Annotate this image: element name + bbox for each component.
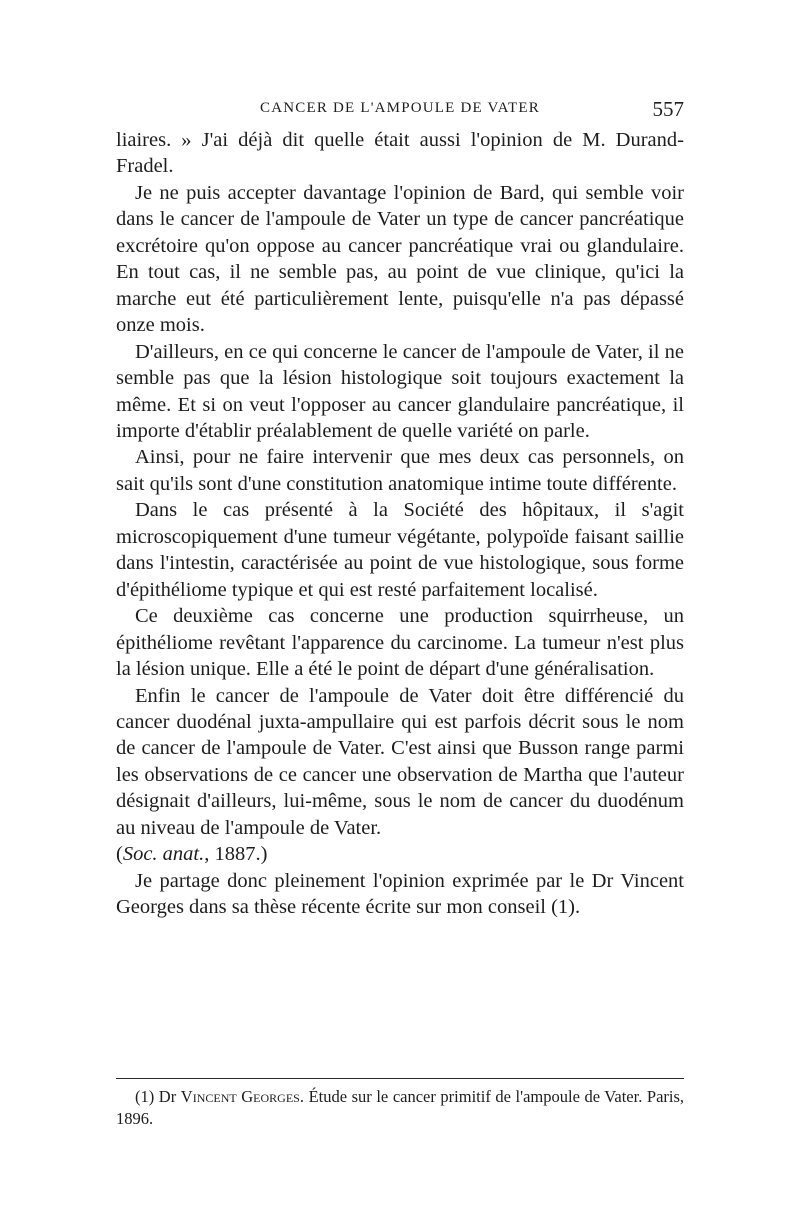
paragraph-2: Je ne puis accepter davantage l'opinion de Bard, qui semble voir dans le cancer de l'ampoule de Vater un type de cancer pancréatique excrétoire qu'on oppose au cancer pancréatique vrai ou glandulaire. En tout cas, il ne semble pas, au point de vue clinique, qu'ici la marche eut été particulièrement lente, puisqu'elle n'a pas dépassé onze mois. <box>116 181 684 337</box>
footnote-rule <box>116 1078 684 1079</box>
footnote-author: Vincent Georges. <box>180 1087 304 1106</box>
citation-rest: , 1887.) <box>204 843 268 866</box>
paragraph-3: D'ailleurs, en ce qui concerne le cancer de l'ampoule de Vater, il ne semble pas que la lésion histologique soit toujours exactement la même. Et si on veut l'opposer au cancer glandulaire pancréatique, il importe d'établir préalablement de quelle variété on parle. <box>116 340 684 442</box>
paragraph-5: Dans le cas présenté à la Société des hôpitaux, il s'agit microscopiquement d'une tumeur végétante, polypoïde faisant saillie dans l'intestin, caractérisée au point de vue histologique, sous forme d'épithéliome typique et qui est resté parfaitement localisé. <box>116 499 684 601</box>
paragraph-8: Je partage donc pleinement l'opinion exprimée par le Dr Vincent Georges dans sa thèse récente écrite sur mon conseil (1). <box>116 869 684 919</box>
page-number: 557 <box>652 97 684 121</box>
paragraph-4: Ainsi, pour ne faire intervenir que mes deux cas personnels, on sait qu'ils sont d'une constitution anatomique intime toute différente. <box>116 446 684 495</box>
page-header <box>116 97 684 123</box>
citation-journal: Soc. anat. <box>122 843 205 866</box>
citation-open: ( <box>116 843 123 866</box>
footnote <box>116 1086 684 1130</box>
running-head: CANCER DE L'AMPOULE DE VATER <box>260 100 540 116</box>
paragraph-6: Ce deuxième cas concerne une production squirrheuse, un épithéliome revêtant l'apparence du carcinome. La tumeur n'est plus la lésion unique. Elle a été le point de départ d'une généralisation. <box>116 605 684 681</box>
body-text <box>116 127 684 921</box>
citation-line <box>116 841 684 867</box>
footnote-marker: (1) Dr <box>135 1087 177 1106</box>
footnote-text: Étude sur le cancer primitif de l'ampoule de Vater. Paris, 1896. <box>116 1087 685 1128</box>
paragraph-7: Enfin le cancer de l'ampoule de Vater doit être différencié du cancer duodénal juxta-ampullaire qui est parfois décrit sous le nom de cancer de l'ampoule de Vater. C'est ainsi que Busson range parmi les observations de ce cancer une observation de Martha que l'auteur désignait d'ailleurs, lui-même, sous le nom de cancer du duodénum au niveau de l'ampoule de Vater. <box>116 684 684 839</box>
paragraph-1: liaires. » J'ai déjà dit quelle était aussi l'opinion de M. Durand-Fradel. <box>116 129 684 178</box>
